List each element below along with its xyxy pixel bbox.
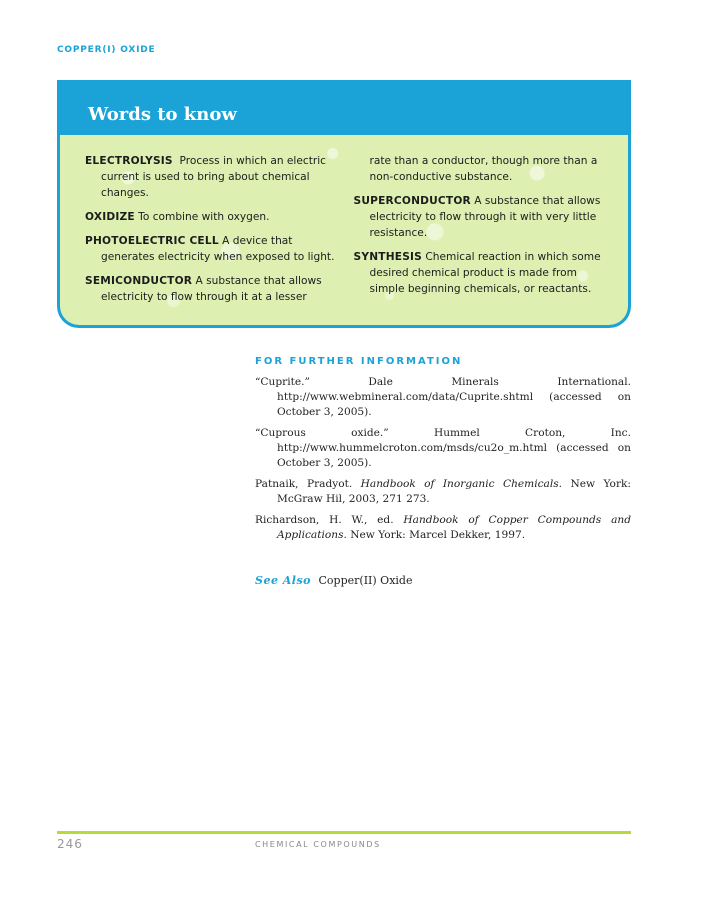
see-also-link[interactable]: Copper(II) Oxide bbox=[318, 574, 413, 587]
glossary-entry-oxidize bbox=[85, 209, 338, 225]
glossary-entry-superconductor bbox=[354, 193, 607, 241]
words-to-know-right-column bbox=[354, 153, 607, 313]
see-also-label: See Also bbox=[255, 574, 312, 587]
glossary-entry-synthesis bbox=[354, 249, 607, 297]
glossary-term: SYNTHESIS bbox=[353, 251, 422, 263]
reference-item bbox=[255, 426, 631, 471]
reference-item bbox=[255, 477, 631, 507]
glossary-definition: A device that generates electricity when exposed to light. bbox=[101, 235, 335, 263]
reference-text: “Cuprite.” Dale Minerals International. http://www.webmineral.com/data/Cuprite.shtml (accessed on October 3, 2005). bbox=[255, 376, 631, 418]
reference-item bbox=[255, 513, 631, 543]
glossary-definition: Chemical reaction in which some desired chemical product is made from simple beginning chemicals, or reactants. bbox=[369, 251, 601, 295]
glossary-entry-semiconductor bbox=[85, 273, 338, 305]
glossary-entry-continuation: rate than a conductor, though more than a non-conductive substance. bbox=[369, 155, 598, 183]
page-number: 246 bbox=[57, 837, 83, 851]
reference-title: Handbook of Inorganic Chemicals. bbox=[360, 478, 563, 490]
glossary-term: SUPERCONDUCTOR bbox=[353, 195, 471, 207]
glossary-entry-electrolysis bbox=[85, 153, 338, 201]
words-to-know-left-column bbox=[85, 153, 338, 313]
further-information-heading: FOR FURTHER INFORMATION bbox=[255, 356, 463, 367]
glossary-term: ELECTROLYSIS bbox=[85, 155, 173, 167]
words-to-know-columns bbox=[60, 135, 628, 313]
reference-text: “Cuprous oxide.” Hummel Croton, Inc. http://www.hummelcroton.com/msds/cu2o_m.html (accessed on October 3, 2005). bbox=[255, 427, 631, 469]
glossary-definition: A substance that allows electricity to flow through it with very little resistance. bbox=[369, 195, 601, 239]
words-to-know-title: Words to know bbox=[88, 104, 237, 125]
words-to-know-header bbox=[60, 80, 628, 135]
glossary-term: SEMICONDUCTOR bbox=[85, 275, 193, 287]
further-information-section bbox=[255, 356, 631, 549]
footer-book-title: CHEMICAL COMPOUNDS bbox=[255, 840, 381, 849]
glossary-definition: A substance that allows electricity to flow through it at a lesser bbox=[101, 275, 322, 303]
glossary-definition: To combine with oxygen. bbox=[138, 211, 270, 223]
glossary-definition: Process in which an electric current is used to bring about chemical changes. bbox=[101, 155, 326, 199]
see-also bbox=[255, 574, 412, 587]
glossary-term: OXIDIZE bbox=[85, 211, 135, 223]
reference-title: Handbook of Copper Compounds and Applications. bbox=[277, 514, 631, 541]
words-to-know-box bbox=[57, 80, 631, 328]
reference-publisher: New York: McGraw Hil, 2003, 271 273. bbox=[277, 478, 631, 505]
reference-text: Patnaik, Pradyot. bbox=[255, 478, 361, 490]
glossary-term: PHOTOELECTRIC CELL bbox=[85, 235, 219, 247]
footer-rule bbox=[57, 831, 631, 834]
reference-item bbox=[255, 375, 631, 420]
reference-text: Richardson, H. W., ed. bbox=[255, 514, 404, 526]
running-head: COPPER(I) OXIDE bbox=[57, 45, 156, 55]
reference-publisher: New York: Marcel Dekker, 1997. bbox=[346, 529, 526, 541]
glossary-entry-photoelectric-cell bbox=[85, 233, 338, 265]
